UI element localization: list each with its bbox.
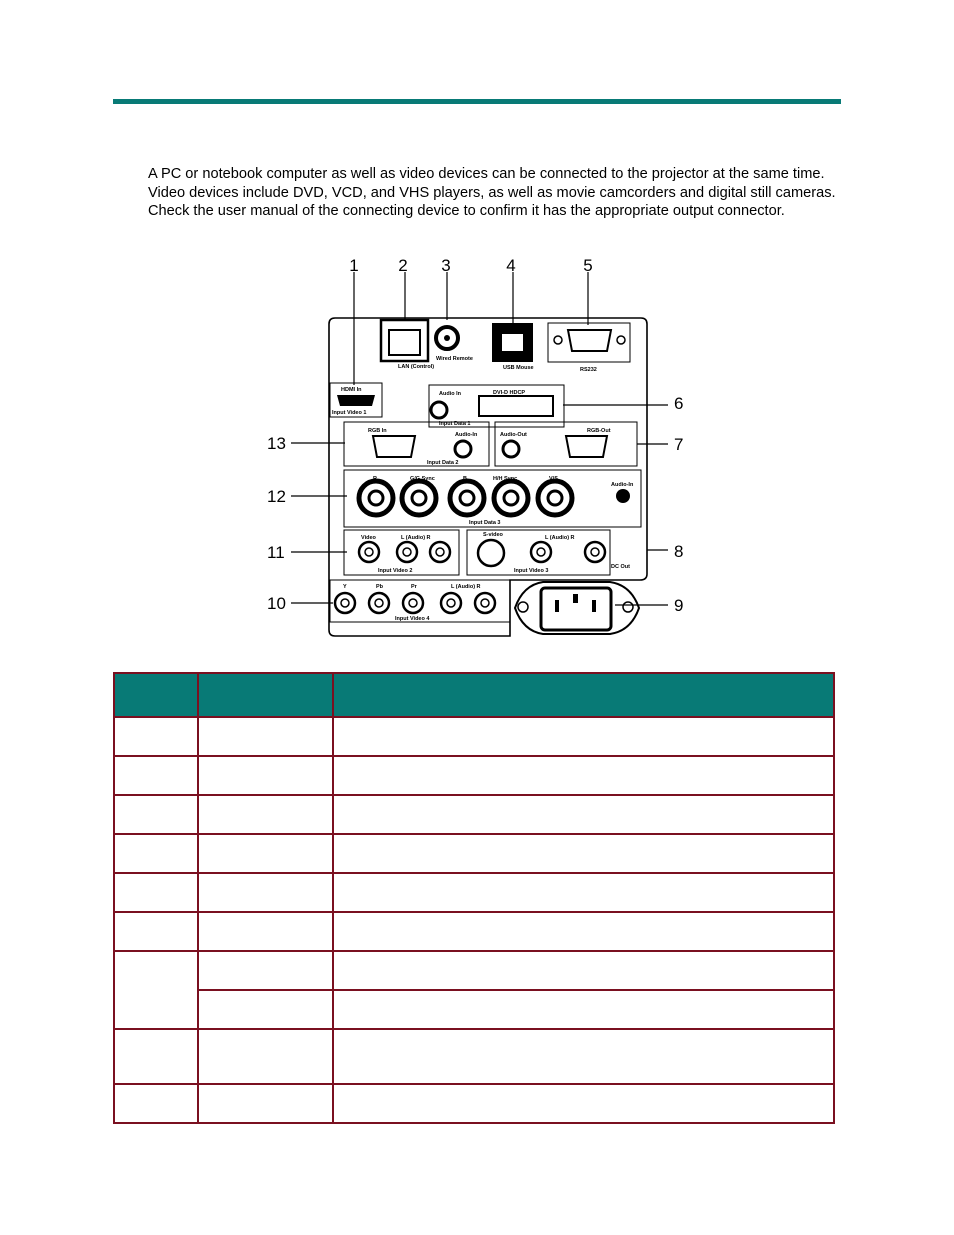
- label-video: Video: [361, 535, 376, 541]
- callout-11: 11: [267, 543, 285, 562]
- label-wired-remote: Wired Remote: [436, 356, 473, 362]
- label-audio-lr-3: L (Audio) R: [451, 584, 481, 590]
- label-input-data-2: Input Data 2: [427, 460, 459, 466]
- label-input-video-2: Input Video 2: [378, 568, 413, 574]
- label-input-data-1: Input Data 1: [439, 421, 471, 427]
- callout-8: 8: [674, 542, 684, 561]
- callout-7: 7: [674, 435, 684, 454]
- label-rgb-out: RGB-Out: [587, 428, 611, 434]
- label-input-video-3: Input Video 3: [514, 568, 549, 574]
- label-rs232: RS232: [580, 367, 597, 373]
- label-pb: Pb: [376, 584, 384, 590]
- label-hdmi-in: HDMI In: [341, 387, 362, 393]
- connector-table: [113, 672, 835, 1124]
- label-bnc-v: V/S: [549, 476, 558, 482]
- label-bnc-h: H/H Sync: [493, 476, 518, 482]
- table-row: [114, 1029, 834, 1084]
- table-header-cell: [114, 673, 198, 717]
- label-input-data-3: Input Data 3: [469, 520, 501, 526]
- callout-12: 12: [267, 487, 286, 506]
- label-y: Y: [343, 584, 347, 590]
- table-header-row: [114, 673, 834, 717]
- intro-paragraph: A PC or notebook computer as well as video devices can be connected to the projector at the same time. Video devices include DVD, VCD, and VHS players, as well as movie camcorders and digital still cameras. Check the user manual of the connecting device to confirm it has the appropriate output connector.: [148, 166, 836, 219]
- table-header-cell: [333, 673, 834, 717]
- label-bnc-b: B: [463, 476, 467, 482]
- rear-panel-diagram: [255, 250, 705, 650]
- table-row: [114, 990, 834, 1029]
- label-usb: USB Mouse: [503, 365, 534, 371]
- label-audio-in-data2: Audio-In: [455, 432, 478, 438]
- callout-10: 10: [267, 594, 286, 613]
- table-row: [114, 1084, 834, 1123]
- label-dvi: DVI-D HDCP: [493, 390, 526, 396]
- label-input-video-4: Input Video 4: [395, 616, 430, 622]
- label-dc-out: DC Out: [611, 564, 630, 570]
- table-row: [114, 912, 834, 951]
- table-row: [114, 834, 834, 873]
- callout-5: 5: [583, 256, 593, 275]
- label-s-video: S-video: [483, 532, 503, 538]
- callout-6: 6: [674, 394, 684, 413]
- label-pr: Pr: [411, 584, 417, 590]
- table-row: [114, 756, 834, 795]
- label-rgb-in: RGB In: [368, 428, 387, 434]
- hdmi-port: [337, 395, 375, 406]
- label-bnc-r: R: [373, 476, 377, 482]
- label-audio-in-top: Audio In: [439, 391, 461, 397]
- header-rule: [113, 99, 841, 104]
- label-audio-in-data3: Audio-In: [611, 482, 634, 488]
- label-input-video-1: Input Video 1: [332, 410, 367, 416]
- table-row: [114, 873, 834, 912]
- label-bnc-g: G/G Sync: [410, 476, 435, 482]
- label-audio-out: Audio-Out: [500, 432, 527, 438]
- label-lan: LAN (Control): [398, 364, 435, 370]
- callout-3: 3: [441, 256, 451, 275]
- callout-9: 9: [674, 596, 684, 615]
- table-row: [114, 795, 834, 834]
- label-audio-lr-2: L (Audio) R: [545, 535, 575, 541]
- callout-13: 13: [267, 434, 286, 453]
- label-audio-lr-1: L (Audio) R: [401, 535, 431, 541]
- table-header-cell: [198, 673, 333, 717]
- connector-table-wrap: [113, 672, 833, 1124]
- callout-4: 4: [506, 256, 516, 275]
- rear-panel-figure: [255, 250, 705, 650]
- callout-1: 1: [349, 256, 359, 275]
- callout-2: 2: [398, 256, 408, 275]
- table-row: [114, 717, 834, 756]
- table-row: [114, 951, 834, 990]
